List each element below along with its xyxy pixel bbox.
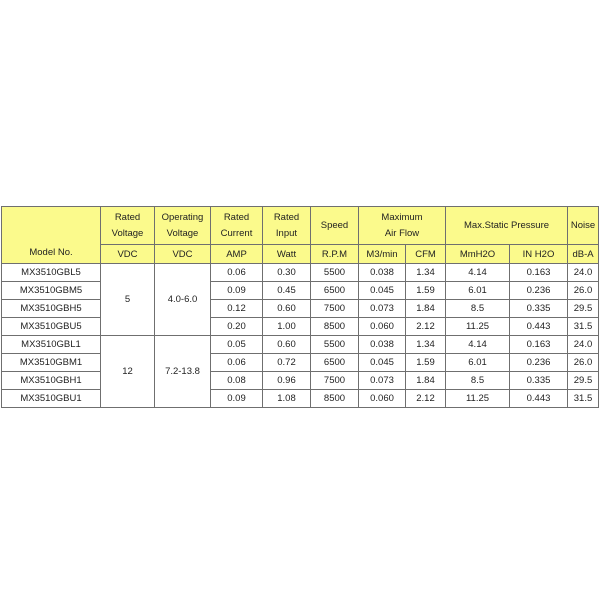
model-cell: MX3510GBL1	[2, 336, 101, 354]
table-row	[2, 264, 599, 282]
noise-cell: 31.5	[568, 318, 599, 336]
cfm-cell: 1.59	[406, 354, 446, 372]
current-cell: 0.08	[211, 372, 263, 390]
table-row	[2, 372, 599, 390]
model-cell: MX3510GBM5	[2, 282, 101, 300]
current-cell: 0.09	[211, 390, 263, 408]
input-cell: 1.08	[263, 390, 311, 408]
cfm-cell: 1.84	[406, 300, 446, 318]
header-air-flow: Maximum Air Flow	[359, 207, 446, 245]
unit-cell: VDC	[101, 245, 155, 264]
model-cell: MX3510GBU1	[2, 390, 101, 408]
unit-cell: R.P.M	[311, 245, 359, 264]
cfm-cell: 2.12	[406, 318, 446, 336]
header-row	[2, 207, 599, 245]
unit-cell: VDC	[155, 245, 211, 264]
noise-cell: 26.0	[568, 282, 599, 300]
cfm-cell: 1.59	[406, 282, 446, 300]
header-rated-voltage: Rated Voltage	[101, 207, 155, 245]
noise-cell: 29.5	[568, 300, 599, 318]
input-cell: 0.45	[263, 282, 311, 300]
operating-voltage-cell: 4.0-6.0	[155, 264, 211, 336]
table-row	[2, 390, 599, 408]
current-cell: 0.12	[211, 300, 263, 318]
mmh2o-cell: 8.5	[446, 300, 510, 318]
unit-cell: AMP	[211, 245, 263, 264]
rated-voltage-cell: 12	[101, 336, 155, 408]
table-row	[2, 354, 599, 372]
inh2o-cell: 0.163	[510, 336, 568, 354]
table-row	[2, 282, 599, 300]
noise-cell: 24.0	[568, 264, 599, 282]
m3min-cell: 0.073	[359, 300, 406, 318]
model-cell: MX3510GBH5	[2, 300, 101, 318]
fan-spec-table	[1, 206, 599, 408]
model-cell: MX3510GBH1	[2, 372, 101, 390]
inh2o-cell: 0.236	[510, 282, 568, 300]
inh2o-cell: 0.443	[510, 390, 568, 408]
header-noise: Noise	[568, 207, 599, 245]
m3min-cell: 0.073	[359, 372, 406, 390]
header-model: Model No.	[2, 207, 101, 264]
speed-cell: 6500	[311, 282, 359, 300]
mmh2o-cell: 8.5	[446, 372, 510, 390]
header-rated-current: Rated Current	[211, 207, 263, 245]
m3min-cell: 0.038	[359, 336, 406, 354]
speed-cell: 6500	[311, 354, 359, 372]
model-cell: MX3510GBL5	[2, 264, 101, 282]
input-cell: 0.96	[263, 372, 311, 390]
input-cell: 0.72	[263, 354, 311, 372]
m3min-cell: 0.045	[359, 354, 406, 372]
operating-voltage-cell: 7.2-13.8	[155, 336, 211, 408]
inh2o-cell: 0.443	[510, 318, 568, 336]
speed-cell: 5500	[311, 336, 359, 354]
speed-cell: 8500	[311, 390, 359, 408]
mmh2o-cell: 11.25	[446, 390, 510, 408]
table-header	[2, 207, 599, 264]
current-cell: 0.05	[211, 336, 263, 354]
header-static-pressure: Max.Static Pressure	[446, 207, 568, 245]
mmh2o-cell: 4.14	[446, 264, 510, 282]
current-cell: 0.06	[211, 354, 263, 372]
current-cell: 0.06	[211, 264, 263, 282]
inh2o-cell: 0.163	[510, 264, 568, 282]
rated-voltage-cell: 5	[101, 264, 155, 336]
m3min-cell: 0.045	[359, 282, 406, 300]
speed-cell: 7500	[311, 300, 359, 318]
unit-cell: IN H2O	[510, 245, 568, 264]
speed-cell: 5500	[311, 264, 359, 282]
speed-cell: 7500	[311, 372, 359, 390]
spec-table-container	[1, 206, 598, 408]
noise-cell: 24.0	[568, 336, 599, 354]
m3min-cell: 0.060	[359, 318, 406, 336]
cfm-cell: 2.12	[406, 390, 446, 408]
unit-cell: M3/min	[359, 245, 406, 264]
mmh2o-cell: 6.01	[446, 354, 510, 372]
unit-cell: MmH2O	[446, 245, 510, 264]
header-rated-input: Rated Input	[263, 207, 311, 245]
noise-cell: 26.0	[568, 354, 599, 372]
table-row	[2, 336, 599, 354]
current-cell: 0.09	[211, 282, 263, 300]
noise-cell: 31.5	[568, 390, 599, 408]
inh2o-cell: 0.236	[510, 354, 568, 372]
header-operating-voltage: Operating Voltage	[155, 207, 211, 245]
current-cell: 0.20	[211, 318, 263, 336]
model-cell: MX3510GBM1	[2, 354, 101, 372]
mmh2o-cell: 4.14	[446, 336, 510, 354]
unit-cell: CFM	[406, 245, 446, 264]
unit-cell: Watt	[263, 245, 311, 264]
input-cell: 0.30	[263, 264, 311, 282]
speed-cell: 8500	[311, 318, 359, 336]
m3min-cell: 0.038	[359, 264, 406, 282]
cfm-cell: 1.84	[406, 372, 446, 390]
inh2o-cell: 0.335	[510, 300, 568, 318]
noise-cell: 29.5	[568, 372, 599, 390]
table-row	[2, 300, 599, 318]
input-cell: 0.60	[263, 336, 311, 354]
table-body	[2, 264, 599, 408]
cfm-cell: 1.34	[406, 264, 446, 282]
mmh2o-cell: 11.25	[446, 318, 510, 336]
input-cell: 0.60	[263, 300, 311, 318]
m3min-cell: 0.060	[359, 390, 406, 408]
cfm-cell: 1.34	[406, 336, 446, 354]
model-cell: MX3510GBU5	[2, 318, 101, 336]
input-cell: 1.00	[263, 318, 311, 336]
mmh2o-cell: 6.01	[446, 282, 510, 300]
inh2o-cell: 0.335	[510, 372, 568, 390]
header-speed: Speed	[311, 207, 359, 245]
table-row	[2, 318, 599, 336]
unit-cell: dB-A	[568, 245, 599, 264]
